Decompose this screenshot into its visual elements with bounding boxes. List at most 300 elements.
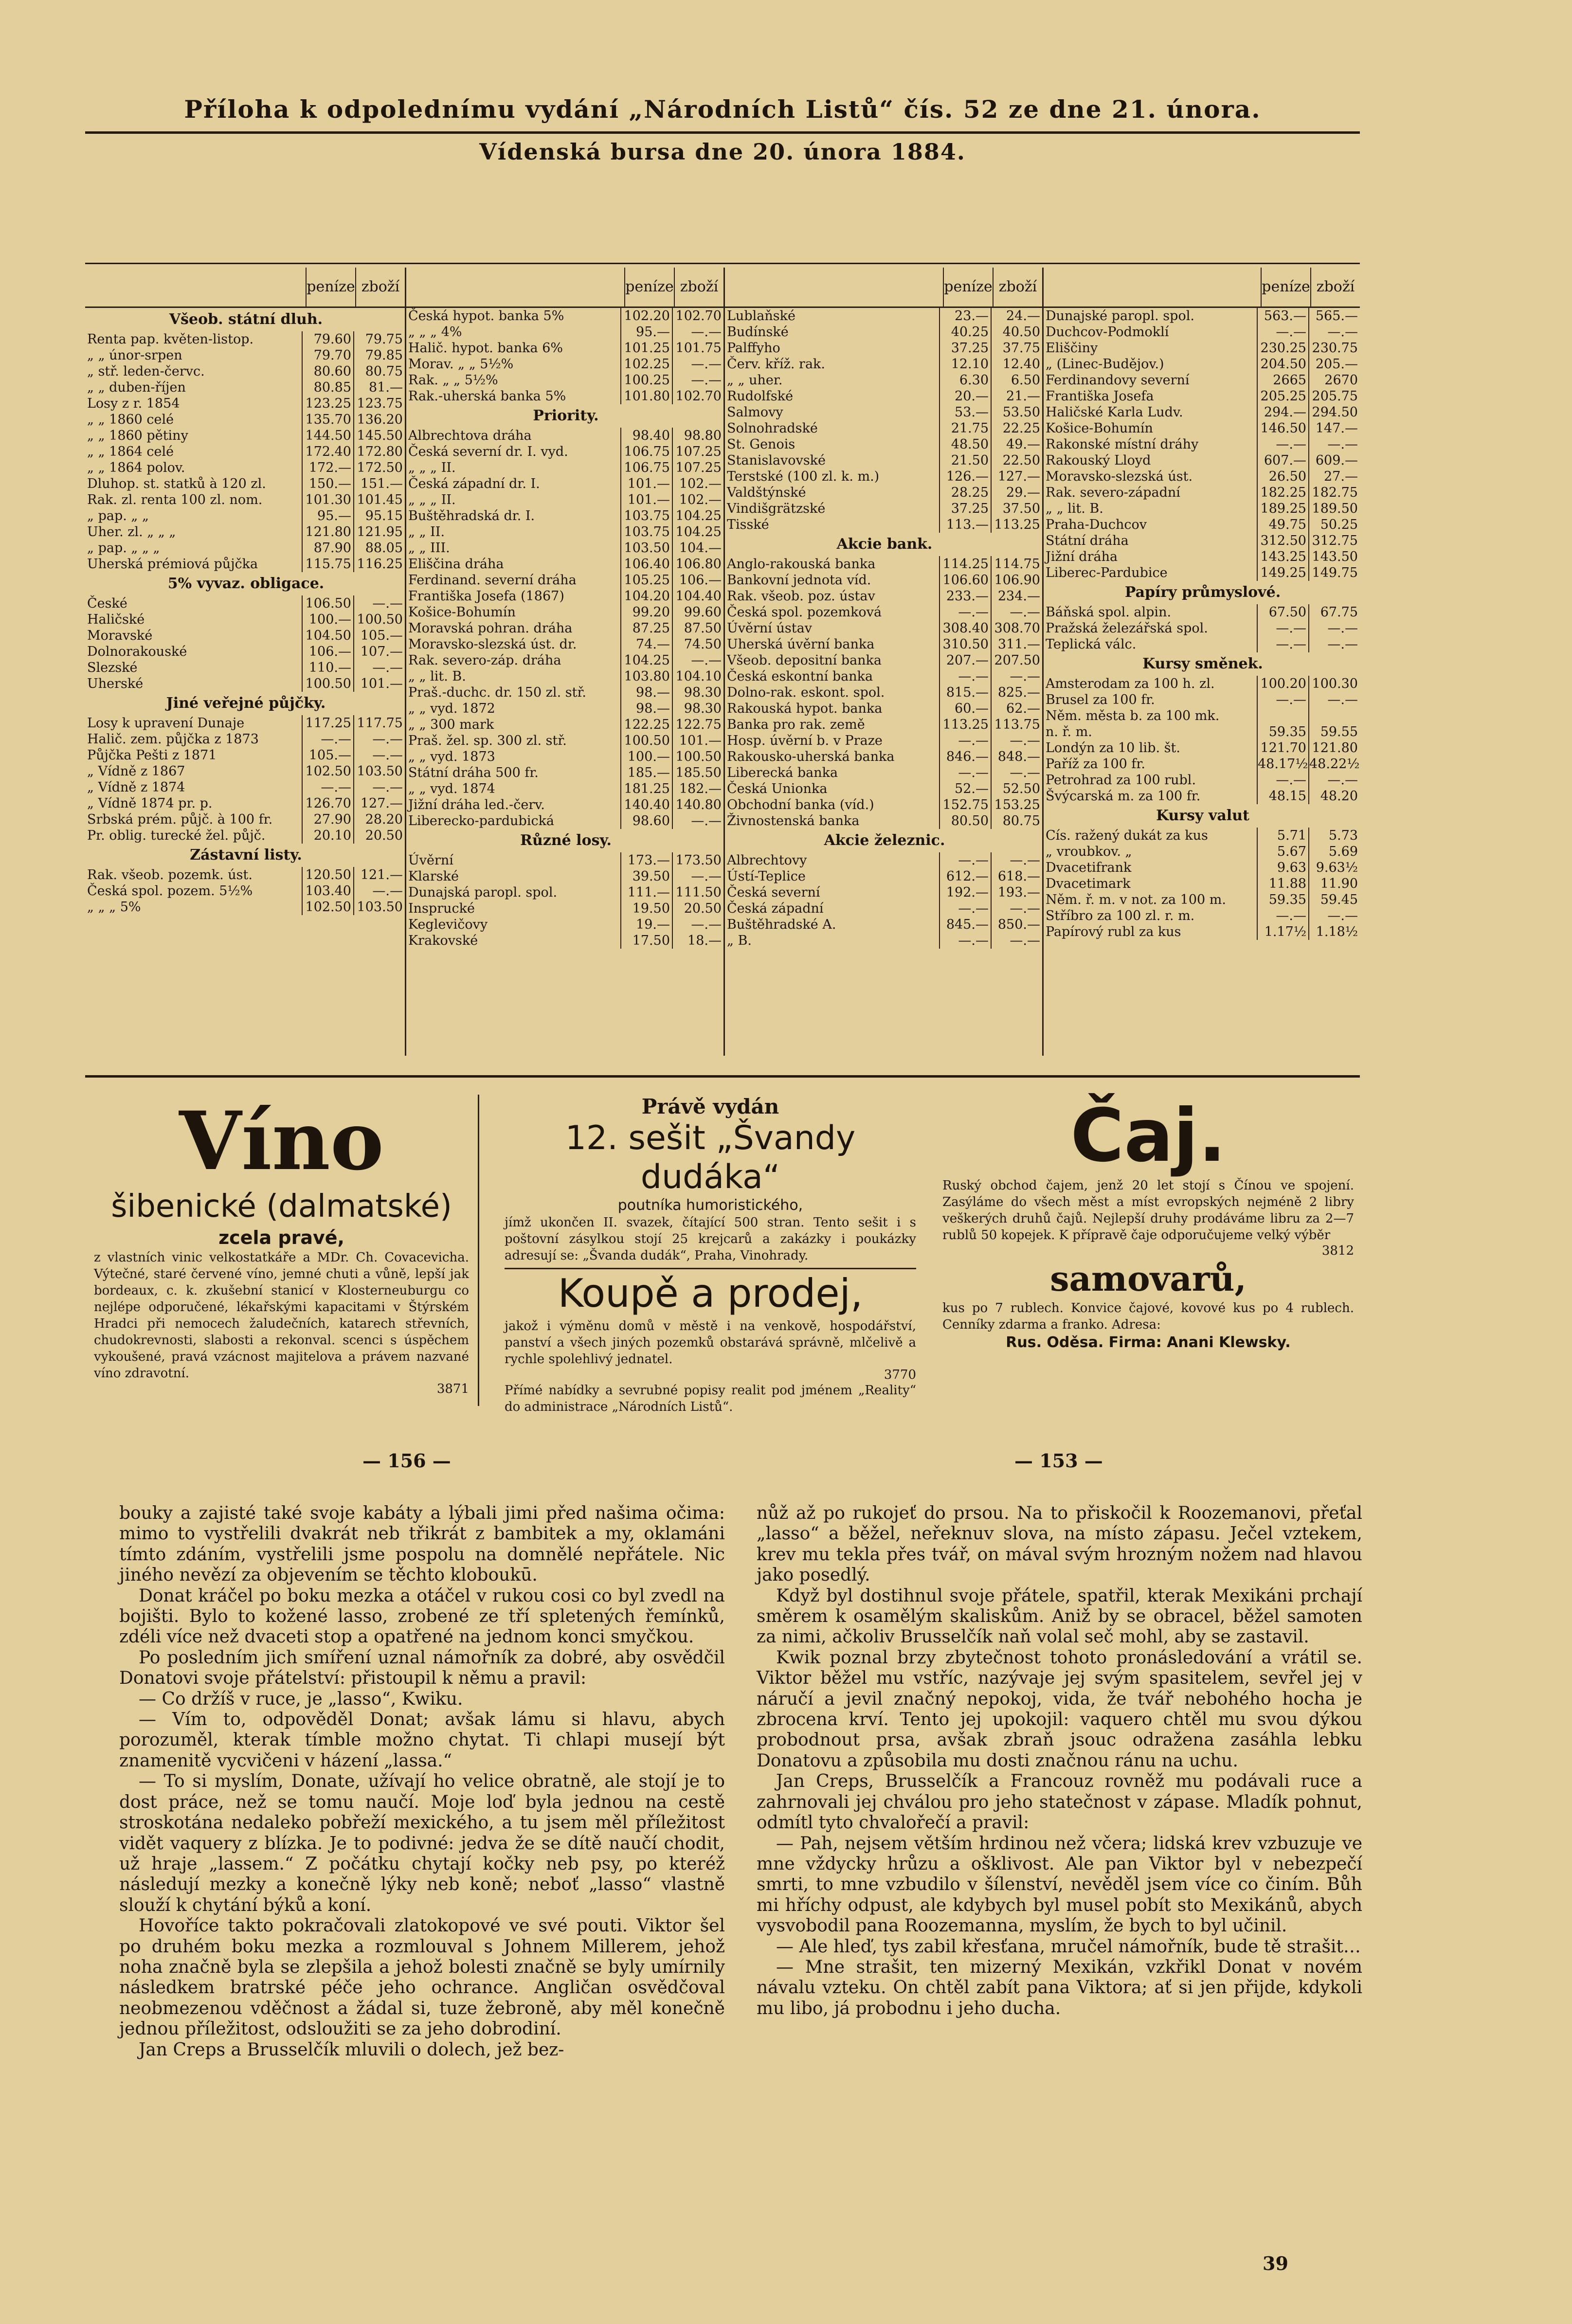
quote-zbozi: —.— <box>672 324 723 340</box>
quote-row <box>725 468 1042 485</box>
quote-row <box>85 899 405 915</box>
quote-label: „ Vídně 1874 pr. p. <box>87 796 213 811</box>
quote-zbozi: 104.25 <box>672 508 723 524</box>
quote-zbozi: 81.— <box>353 379 405 396</box>
quote-penize: 189.25 <box>1257 501 1308 517</box>
quote-row <box>85 811 405 828</box>
quote-row <box>85 612 405 628</box>
section-heading <box>1044 581 1360 604</box>
quote-row <box>406 901 723 917</box>
quote-label: Česká Unionka <box>727 781 828 796</box>
quote-zbozi: —.— <box>1308 772 1360 788</box>
quote-row <box>85 444 405 460</box>
story-paragraph: Když byl dostihnul svoje přátele, spatřil, kterak Mexikáni prchají směrem k osamělým skaliskům. Aniž by se obracel, běžel samoten za nimi, ačkoliv Brusselčík naň volal seč mohl, aby se zastavil. <box>757 1585 1362 1647</box>
quote-label: Uherská prémiová půjčka <box>87 557 258 572</box>
quote-row <box>725 620 1042 636</box>
quote-penize: 80.50 <box>939 813 991 829</box>
quote-label: Obchodní banka (víd.) <box>727 797 874 812</box>
quote-penize: 308.40 <box>939 620 991 636</box>
quote-label: Salmovy <box>727 405 783 420</box>
quote-row <box>85 828 405 844</box>
quote-zbozi: 140.80 <box>672 797 723 813</box>
quote-label: Půjčka Pešti z 1871 <box>87 748 217 763</box>
quote-zbozi: 106.90 <box>991 572 1042 588</box>
quote-zbozi: 80.75 <box>991 813 1042 829</box>
quote-penize: 99.20 <box>620 604 672 620</box>
quote-penize: 563.— <box>1257 308 1308 324</box>
quote-label: Dolno-rak. eskont. spol. <box>727 685 885 700</box>
quote-row <box>406 444 723 460</box>
quote-label: „ pap. „ „ <box>87 508 149 523</box>
quote-penize: 135.70 <box>302 412 353 428</box>
ads-rule <box>85 1075 1360 1078</box>
story-paragraph: Jan Creps, Brusselčík a Francouz rovněž mu podávali ruce a zahrnovali jej chválou pro jeho statečnost v zápase. Mladík pohnut, odmítl tyto chvalořečí a pravil: <box>757 1771 1362 1833</box>
wine-number: 3871 <box>436 1382 469 1396</box>
quote-zbozi: 12.40 <box>991 356 1042 372</box>
quote-zbozi: 101.45 <box>353 492 405 508</box>
quote-row <box>1044 604 1360 620</box>
column-header-blank <box>85 268 306 306</box>
quote-penize: 87.25 <box>620 620 672 636</box>
quote-zbozi: 79.85 <box>353 347 405 363</box>
column-header-zbozi: zboží <box>993 268 1042 306</box>
quote-zbozi: 113.25 <box>991 517 1042 533</box>
quote-label: Uher. zl. „ „ „ <box>87 524 176 540</box>
section-title: Vídenská bursa dne 20. února 1884. <box>479 139 966 165</box>
quote-label: „ „ II. <box>408 524 445 540</box>
quote-zbozi: 121.95 <box>353 524 405 540</box>
quote-zbozi: 205.— <box>1308 356 1360 372</box>
quote-row <box>406 685 723 701</box>
quote-zbozi: 67.75 <box>1308 604 1360 620</box>
quote-row <box>85 731 405 747</box>
quote-label: Eliščiny <box>1046 341 1098 356</box>
quote-penize: 11.88 <box>1257 876 1308 892</box>
story-paragraph: — To si myslím, Donate, užívají ho velice obratně, ale stojí je to dost práce, než se tomu naučí. Moje loď byla jednou na cestě stroskotána nedaleko pobřeží mexického, a tu jsem měl příležitost vidět vaquery z blízka. Je to podivné: jedva že se dítě naučí chodit, už hraje „lassem.“ Z počátku chytají kočky neb psy, po kteréž následují mezky a konečně lýky neb koně; neboť „lasso“ vlastně slouží k chytání býků a koní. <box>119 1771 725 1915</box>
quote-row <box>85 460 405 476</box>
quote-penize: 103.80 <box>620 668 672 685</box>
quote-zbozi: 5.73 <box>1308 828 1360 844</box>
quote-label: Renta pap. květen-listop. <box>87 332 254 347</box>
quote-row <box>85 331 405 347</box>
quote-row <box>1044 756 1360 772</box>
quote-penize: 105.— <box>302 747 353 763</box>
quote-label: „ „ únor-srpen <box>87 348 182 363</box>
quote-penize: 100.20 <box>1257 676 1308 692</box>
quote-penize: 20.10 <box>302 828 353 844</box>
quote-label: Bankovní jednota víd. <box>727 573 871 588</box>
quote-penize: —.— <box>939 733 991 749</box>
quote-row <box>406 372 723 388</box>
quote-row <box>85 779 405 795</box>
quote-row <box>85 508 405 524</box>
quote-penize: 17.50 <box>620 933 672 949</box>
quote-label: Haličské Karla Ludv. <box>1046 405 1183 420</box>
quote-row <box>1044 452 1360 468</box>
quote-penize: 39.50 <box>620 868 672 884</box>
quote-row <box>406 636 723 652</box>
quote-zbozi: 59.55 <box>1308 724 1360 740</box>
quote-row <box>1044 324 1360 340</box>
column-header-penize: peníze <box>306 268 355 306</box>
quote-label: Krakovské <box>408 933 478 948</box>
quote-zbozi: —.— <box>991 668 1042 685</box>
quote-row <box>406 588 723 604</box>
quote-penize: 121.70 <box>1257 740 1308 756</box>
quote-label: Česká hypot. banka 5% <box>408 308 564 324</box>
quote-zbozi: 28.20 <box>353 811 405 828</box>
quote-row <box>406 524 723 540</box>
quote-penize: 21.50 <box>939 452 991 468</box>
quote-zbozi: 143.50 <box>1308 549 1360 565</box>
quote-label: Halič. hypot. banka 6% <box>408 341 563 356</box>
quote-column-4 <box>1044 268 1360 1056</box>
quote-row <box>725 901 1042 917</box>
quote-label: Buštěhradské A. <box>727 917 836 932</box>
quote-penize: 123.25 <box>302 396 353 412</box>
quote-row <box>85 763 405 779</box>
quote-row <box>725 668 1042 685</box>
story-paragraph: — Ale hleď, tys zabil křesťana, mručel námořník, bude tě strašit… <box>776 1936 1361 1957</box>
quote-zbozi: 113.75 <box>991 717 1042 733</box>
section-heading-label: Akcie železnic. <box>824 832 945 849</box>
quote-row <box>1044 356 1360 372</box>
quote-zbozi: 98.30 <box>672 685 723 701</box>
quote-row <box>406 917 723 933</box>
story-paragraph: Donat kráčel po boku mezka a otáčel v rukou cosi co byl zvedl na bojišti. Bylo to kožené lasso, zrobené ze tří spletených řemínků, zdéli více než dvaceti stop a opatřené na jednom konci smyčkou. <box>119 1585 725 1647</box>
quote-penize: 19.50 <box>620 901 672 917</box>
quote-row <box>1044 924 1360 940</box>
quote-label: „ „ III. <box>408 540 450 556</box>
quote-row <box>1044 636 1360 652</box>
quote-penize: 117.25 <box>302 715 353 731</box>
quote-zbozi: 52.50 <box>991 781 1042 797</box>
quote-label: Hosp. úvěrní b. v Praze <box>727 733 883 748</box>
quote-penize: 100.50 <box>302 676 353 692</box>
quote-row <box>725 636 1042 652</box>
quote-zbozi: 50.25 <box>1308 517 1360 533</box>
quote-row <box>725 749 1042 765</box>
section-heading-label: Kursy směnek. <box>1142 655 1263 672</box>
quote-row <box>725 733 1042 749</box>
quote-zbozi: 149.75 <box>1308 565 1360 581</box>
quote-zbozi: 100.50 <box>672 749 723 765</box>
quote-penize: 19.— <box>620 917 672 933</box>
quote-zbozi: —.— <box>991 901 1042 917</box>
quote-row <box>725 485 1042 501</box>
quote-label: Praha-Duchcov <box>1046 517 1147 532</box>
quote-label: Tisské <box>727 517 769 532</box>
column-header-penize: peníze <box>624 268 674 306</box>
quote-penize: 294.— <box>1257 404 1308 420</box>
quote-label: Františka Josefa <box>1046 389 1154 404</box>
quote-penize: 115.75 <box>302 556 353 572</box>
quote-zbozi: 99.60 <box>672 604 723 620</box>
quote-row <box>406 340 723 356</box>
quote-label: Srbská prém. půjč. à 100 fr. <box>87 812 273 827</box>
quote-penize: 101.— <box>620 492 672 508</box>
quote-row <box>725 388 1042 404</box>
quote-penize: 37.25 <box>939 340 991 356</box>
quote-zbozi: 104.25 <box>672 524 723 540</box>
section-heading-label: Priority. <box>533 407 599 424</box>
quote-label: Cís. ražený dukát za kus <box>1046 828 1208 843</box>
quote-row <box>725 717 1042 733</box>
quote-label: Dvacetifrank <box>1046 860 1132 875</box>
quote-penize: —.— <box>1257 908 1308 924</box>
quote-zbozi: 103.50 <box>353 763 405 779</box>
quote-zbozi: 88.05 <box>353 540 405 556</box>
quote-zbozi: 102.— <box>672 492 723 508</box>
quote-row <box>1044 388 1360 404</box>
quote-label: Něm. ř. m. v not. za 100 m. <box>1046 892 1226 907</box>
quote-label: Pražská železářská spol. <box>1046 621 1208 636</box>
story-paragraph: — Mne strašit, ten mizerný Mexikán, vzkřikl Donat v novém návalu vzteku. On chtěl zabít pana Viktora; ať si jen přijde, kdykoli mu libo, já probodnu i jeho duchа. <box>757 1957 1362 2018</box>
quote-label: Rak. severo-záp. dráha <box>408 653 561 668</box>
section-heading-label: Papíry průmyslové. <box>1124 584 1281 601</box>
quote-penize: 143.25 <box>1257 549 1308 565</box>
quote-penize: 102.20 <box>620 308 672 324</box>
quote-penize: 185.— <box>620 765 672 781</box>
quote-row <box>85 644 405 660</box>
quote-penize: 48.17½ <box>1258 757 1308 772</box>
quote-penize: 53.— <box>939 404 991 420</box>
quote-label: Brusel za 100 fr. <box>1046 692 1155 707</box>
quote-label: Losy z r. 1854 <box>87 396 180 411</box>
quote-row <box>1044 788 1360 804</box>
quote-label: Pr. oblig. turecké žel. půjč. <box>87 828 266 843</box>
quote-penize: 181.25 <box>620 781 672 797</box>
section-heading <box>85 692 405 715</box>
quote-row <box>725 572 1042 588</box>
section-heading <box>406 404 723 428</box>
quote-row <box>406 652 723 668</box>
quote-label: Albrechtova dráha <box>408 428 532 443</box>
quote-zbozi: 609.— <box>1308 452 1360 468</box>
quote-label: Lublaňské <box>727 308 795 324</box>
quote-label: Františka Josefa (1867) <box>408 589 564 604</box>
quote-penize: 846.— <box>939 749 991 765</box>
quote-row <box>85 595 405 612</box>
quote-zbozi: 123.75 <box>353 396 405 412</box>
quote-label: Červ. kříž. rak. <box>727 357 825 372</box>
quote-label: Paříž za 100 fr. <box>1046 757 1145 772</box>
quote-zbozi: 172.80 <box>353 444 405 460</box>
quote-zbozi: —.— <box>672 652 723 668</box>
quote-penize: 144.50 <box>302 428 353 444</box>
quote-row <box>1044 692 1360 708</box>
quote-penize: 101.— <box>620 476 672 492</box>
quote-penize: 2665 <box>1257 372 1308 388</box>
quote-label: „ „ vyd. 1873 <box>408 749 495 764</box>
quote-label: „ „ lit. B. <box>1046 501 1103 516</box>
quote-zbozi: 102.70 <box>672 308 723 324</box>
quote-zbozi: 565.— <box>1308 308 1360 324</box>
quote-row <box>406 428 723 444</box>
quote-penize: 104.20 <box>620 588 672 604</box>
quote-label: Česká spol. pozem. 5½% <box>87 883 253 899</box>
quote-label: „ „ 1860 celé <box>87 412 174 427</box>
quote-row <box>406 717 723 733</box>
column-header <box>1044 268 1360 308</box>
quote-penize: 79.70 <box>302 347 353 363</box>
quote-label: Vindišgrätzské <box>727 501 826 516</box>
column-header-blank <box>1044 268 1261 306</box>
quote-label: n. ř. m. <box>1046 724 1092 739</box>
quote-zbozi: —.— <box>353 779 405 795</box>
quote-zbozi: 116.25 <box>353 556 405 572</box>
quote-penize: 310.50 <box>939 636 991 652</box>
ad-caj <box>937 1095 1360 1406</box>
section-heading <box>725 829 1042 852</box>
quote-row <box>85 347 405 363</box>
quote-label: Losy k upravení Dunaje <box>87 716 245 731</box>
quote-zbozi: 101.75 <box>672 340 723 356</box>
quote-penize: 27.90 <box>302 811 353 828</box>
quote-zbozi: 74.50 <box>672 636 723 652</box>
quote-row <box>725 685 1042 701</box>
quote-label: „ stř. leden-červc. <box>87 364 205 379</box>
quote-penize: 101.25 <box>620 340 672 356</box>
quote-row <box>406 556 723 572</box>
quote-zbozi: 22.25 <box>991 420 1042 436</box>
quote-row <box>406 749 723 765</box>
story-paragraph: nůž až po rukojeť do prsou. Na to přiskočil k Roozemanovi, přeťal „lasso“ a běžel, neřeknuv slova, na místo zápasu. Ječel vztekem, krev mu tekla přes tvář, on mával svým hrozným nožem nad hlavou jako posedlý. <box>757 1503 1362 1585</box>
quote-zbozi: 106.— <box>672 572 723 588</box>
quote-penize: —.— <box>1257 620 1308 636</box>
quote-penize: 106.— <box>302 644 353 660</box>
section-heading <box>406 829 723 852</box>
quote-penize: —.— <box>939 933 991 949</box>
quote-label: „ „ „ II. <box>408 492 456 507</box>
quote-label: Dunajská paropl. spol. <box>408 885 558 900</box>
quote-zbozi: 101.— <box>353 676 405 692</box>
quote-zbozi: 185.50 <box>672 765 723 781</box>
quote-row <box>406 476 723 492</box>
quote-label: Terstské (100 zl. k. m.) <box>727 469 880 484</box>
quote-zbozi: 114.75 <box>991 556 1042 572</box>
quote-zbozi: —.— <box>353 747 405 763</box>
quote-row <box>406 508 723 524</box>
quote-zbozi: 193.— <box>991 884 1042 901</box>
quote-penize: 1.17½ <box>1257 924 1308 940</box>
quote-label: Palffyho <box>727 341 780 356</box>
quote-row <box>1044 308 1360 324</box>
quote-label: Liberecká banka <box>727 765 838 780</box>
quote-zbozi: 105.— <box>353 628 405 644</box>
quote-zbozi: 24.— <box>991 308 1042 324</box>
quote-row <box>85 363 405 379</box>
quote-label: Papírový rubl za kus <box>1046 924 1181 939</box>
quote-zbozi: 5.69 <box>1308 844 1360 860</box>
quote-row <box>85 396 405 412</box>
quote-zbozi: —.— <box>1308 692 1360 708</box>
quote-penize: 52.— <box>939 781 991 797</box>
quote-zbozi: 27.— <box>1308 468 1360 485</box>
quote-label: Amsterodam za 100 h. zl. <box>1046 676 1215 691</box>
koupe-body-2: Přímé nabídky a sevrubné popisy realit pod jménem „Reality“ do administrace „Národních Listů“. <box>505 1383 916 1414</box>
quote-row <box>85 628 405 644</box>
quote-penize: 100.— <box>302 612 353 628</box>
quote-row <box>1044 468 1360 485</box>
quote-label: „ „ vyd. 1872 <box>408 701 495 716</box>
quote-row <box>406 324 723 340</box>
quote-penize: 172.40 <box>302 444 353 460</box>
quote-zbozi: —.— <box>991 733 1042 749</box>
quote-label: „ „ 300 mark <box>408 717 494 732</box>
quote-label: Londýn za 10 lib. št. <box>1046 740 1180 756</box>
quote-row <box>85 676 405 692</box>
quote-penize: 23.— <box>939 308 991 324</box>
quote-penize: 80.85 <box>302 379 353 396</box>
quote-penize: 98.— <box>620 701 672 717</box>
quote-zbozi: 207.50 <box>991 652 1042 668</box>
quote-row <box>406 620 723 636</box>
quote-penize: —.— <box>939 765 991 781</box>
section-rule <box>85 263 1360 264</box>
quote-row <box>725 868 1042 884</box>
column-header-zbozi: zboží <box>355 268 405 306</box>
column-header-blank <box>406 268 624 306</box>
quote-label: Něm. města b. za 100 mk. <box>1046 708 1220 723</box>
quote-penize: 612.— <box>939 868 991 884</box>
quote-row <box>1044 501 1360 517</box>
quote-label: Česká severní dr. I. vyd. <box>408 444 568 459</box>
quote-label: „ pap. „ „ „ <box>87 540 160 556</box>
quote-penize: 104.25 <box>620 652 672 668</box>
quote-label: Valdštýnské <box>727 485 806 500</box>
quote-zbozi: 104.10 <box>672 668 723 685</box>
quote-zbozi: 136.20 <box>353 412 405 428</box>
quote-penize: 140.40 <box>620 797 672 813</box>
quote-penize: 102.50 <box>302 763 353 779</box>
quote-zbozi <box>1308 708 1360 724</box>
quote-zbozi: —.— <box>1308 436 1360 452</box>
quote-penize: 59.35 <box>1257 724 1308 740</box>
quote-zbozi: 98.30 <box>672 701 723 717</box>
quote-label: Jižní dráha led.-červ. <box>408 797 545 812</box>
koupe-title: Koupě a prodej, <box>505 1268 916 1318</box>
quote-label: Insprucké <box>408 901 475 916</box>
quote-label: Rakouský Lloyd <box>1046 453 1151 468</box>
quote-label: Švýcarská m. za 100 fr. <box>1046 789 1201 804</box>
quote-penize: 95.— <box>620 324 672 340</box>
quote-row <box>85 883 405 899</box>
quote-row <box>725 420 1042 436</box>
quote-label: „ „ duben-říjen <box>87 380 186 395</box>
quote-penize: 26.50 <box>1257 468 1308 485</box>
quote-zbozi: 87.50 <box>672 620 723 636</box>
quote-zbozi: 311.— <box>991 636 1042 652</box>
quote-penize: 9.63 <box>1257 860 1308 876</box>
section-heading <box>85 844 405 867</box>
quote-label: „ „ 1860 pětiny <box>87 428 188 443</box>
quote-penize: 121.80 <box>302 524 353 540</box>
wine-body: z vlastních vinic velkostatkáře a MDr. Ch. Covacevicha. Výtečné, staré červené víno, jemné chuti a vůně, lepší jak bordeaux, c. k. zkušební stanicí v Klosterneuburgu co nejlépe odporučené, lékařskými kapacitami v Štýrském Hradci při nemocech žaludečních, katarech střevních, chudokrevnosti, slabosti a rekonval. scenci s úspěchem vykoušené, pravá vzácnost majitelova a právem nazvané víno zdravotní. <box>94 1250 469 1381</box>
quote-zbozi: 308.70 <box>991 620 1042 636</box>
quote-label: Moravsko-slezská úst. dr. <box>408 637 577 652</box>
quote-zbozi: 104.— <box>672 540 723 556</box>
quote-zbozi: 40.50 <box>991 324 1042 340</box>
quote-label: Ferdinand. severní dráha <box>408 573 577 588</box>
quote-zbozi: 121.80 <box>1308 740 1360 756</box>
quote-zbozi: 6.50 <box>991 372 1042 388</box>
quote-penize: 60.— <box>939 701 991 717</box>
page-header: Příloha k odpolednímu vydání „Národních Listů“ čís. 52 ze dne 21. února. <box>184 95 1261 124</box>
section-heading <box>725 533 1042 556</box>
quote-penize: 98.40 <box>620 428 672 444</box>
quote-zbozi: 49.— <box>991 436 1042 452</box>
